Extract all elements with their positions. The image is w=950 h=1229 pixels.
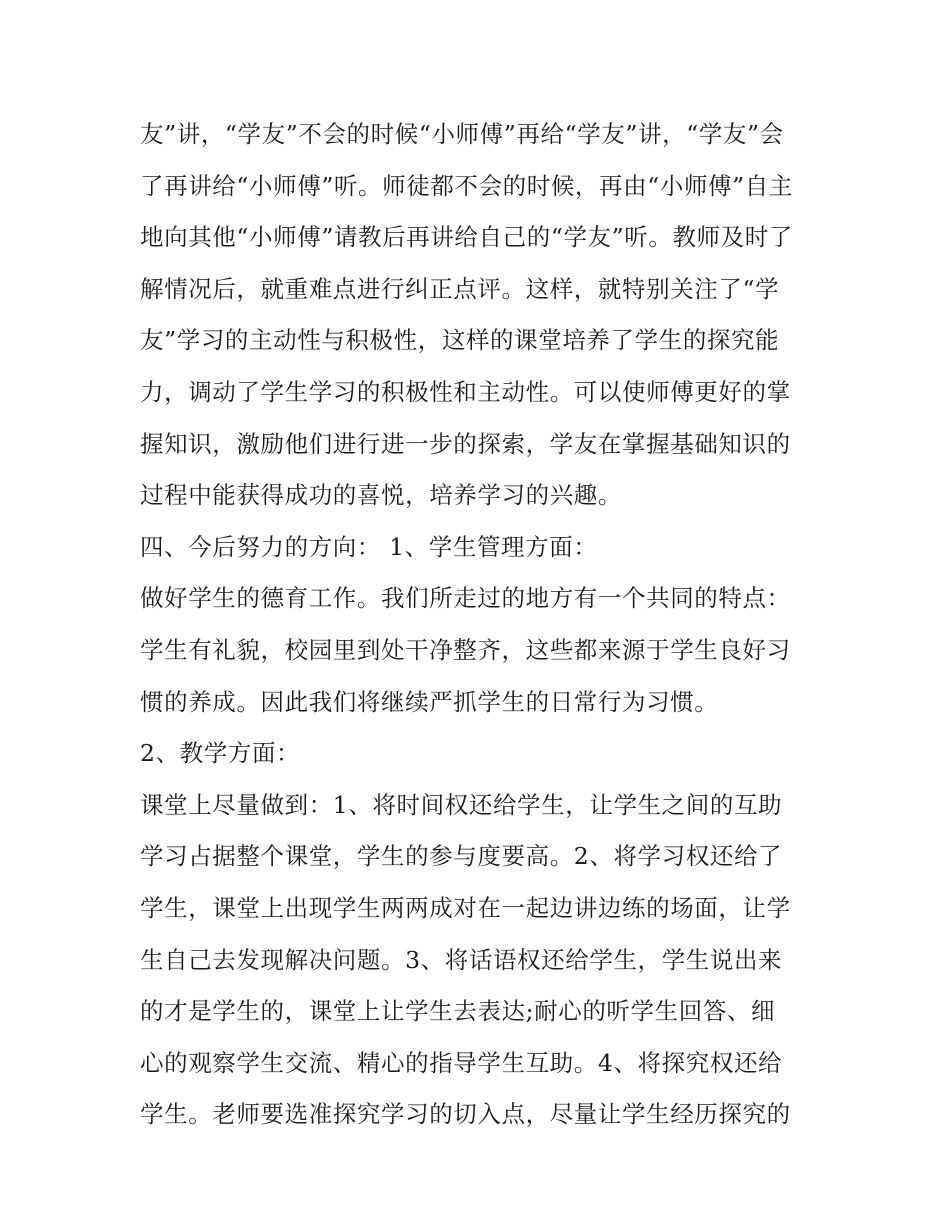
text-line: 学生。老师要选准探究学习的切入点，尽量让学生经历探究的 bbox=[140, 1100, 791, 1129]
section-heading: 四、今后努力的方向： 1、学生管理方面： bbox=[140, 532, 598, 561]
text-line: 友”讲，“学友”不会的时候“小师傅”再给“学友”讲，“学友”会 bbox=[140, 120, 784, 148]
text-line: 学生有礼貌，校园里到处干净整齐，这些都来源于学生良好习 bbox=[140, 635, 791, 664]
text-line: 做好学生的德育工作。我们所走过的地方有一个共同的特点： bbox=[140, 584, 791, 613]
text-line: 力，调动了学生学习的积极性和主动性。可以使师傅更好的掌 bbox=[140, 377, 791, 406]
text-line: 地向其他“小师傅”请教后再讲给自己的“学友”听。教师及时了 bbox=[140, 223, 793, 252]
text-line: 课堂上尽量做到：1、将时间权还给学生，让学生之间的互助 bbox=[140, 790, 783, 819]
text-line: 心的观察学生交流、精心的指导学生互助。4、将探究权还给 bbox=[140, 1048, 783, 1077]
text-line: 惯的养成。因此我们将继续严抓学生的日常行为习惯。 bbox=[140, 687, 719, 716]
text-line: 学习占据整个课堂，学生的参与度要高。2、将学习权还给了 bbox=[140, 842, 783, 871]
text-line: 解情况后，就重难点进行纠正点评。这样，就特别关注了“学 bbox=[140, 274, 780, 303]
text-line: 友”学习的主动性与积极性，这样的课堂培养了学生的探究能 bbox=[140, 326, 780, 355]
body-text bbox=[140, 109, 830, 1141]
text-line: 生自己去发现解决问题。3、将话语权还给学生，学生说出来 bbox=[140, 945, 783, 974]
text-line: 的才是学生的，课堂上让学生去表达;耐心的听学生回答、细 bbox=[140, 997, 776, 1026]
subsection-heading: 2、教学方面： bbox=[140, 739, 301, 768]
text-line: 学生，课堂上出现学生两两成对在一起边讲边练的场面，让学 bbox=[140, 893, 791, 922]
text-line: 了再讲给“小师傅”听。师徒都不会的时候，再由“小师傅”自主 bbox=[140, 171, 793, 200]
text-line: 过程中能获得成功的喜悦，培养学习的兴趣。 bbox=[140, 481, 622, 510]
text-line: 握知识，激励他们进行进一步的探索，学友在掌握基础知识的 bbox=[140, 429, 791, 458]
